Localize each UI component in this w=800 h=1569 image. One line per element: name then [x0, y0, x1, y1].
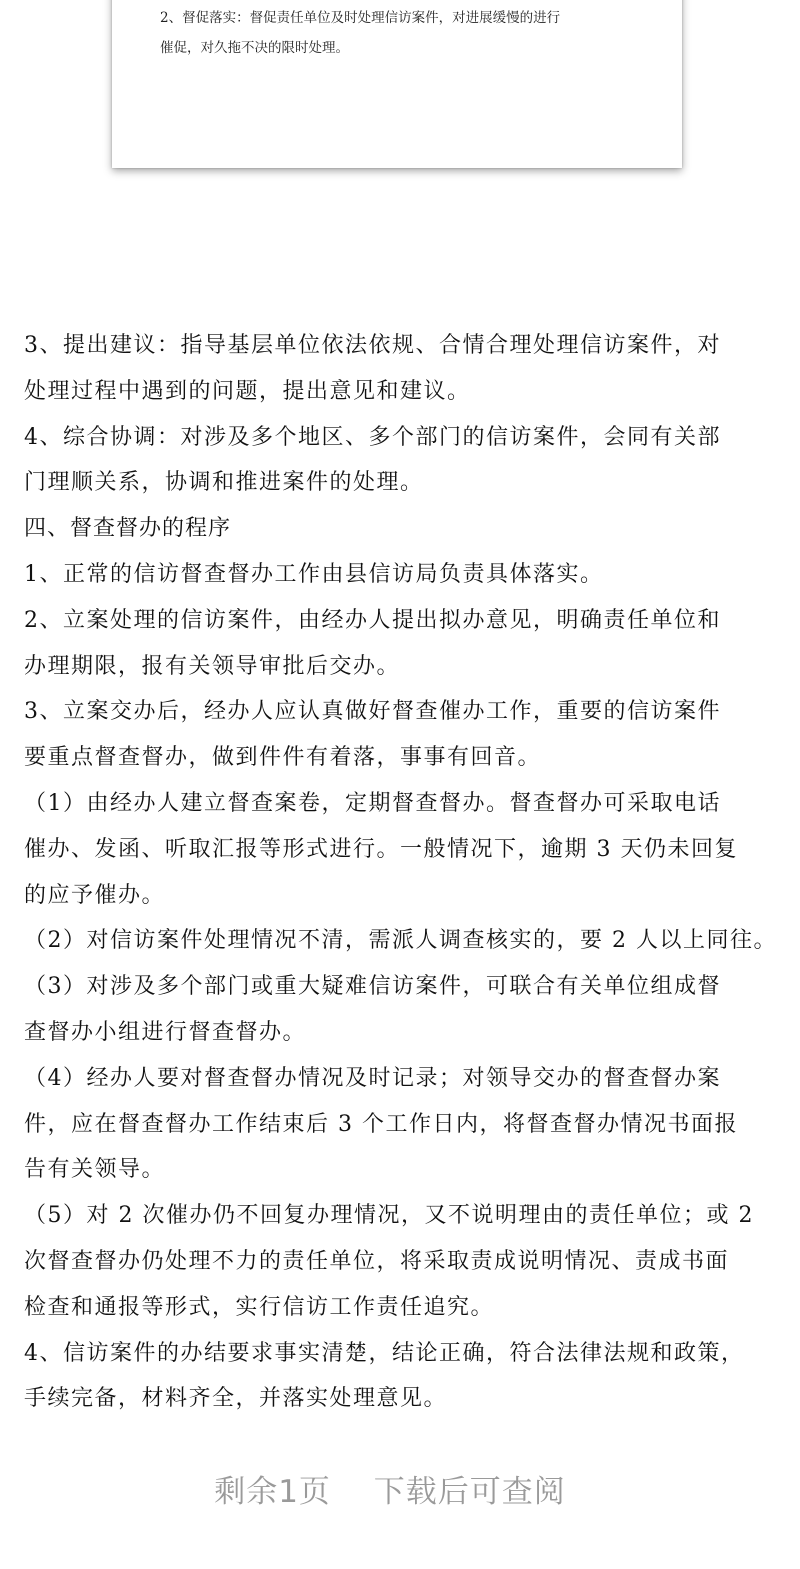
body-line: 次督查督办仍处理不力的责任单位，将采取责成说明情况、责成书面 [24, 1248, 730, 1274]
section-heading: 四、督查督办的程序 [24, 516, 232, 542]
preview-text-line: 2、督促落实：督促责任单位及时处理信访案件，对进展缓慢的进行 [160, 10, 561, 26]
body-line: （3）对涉及多个部门或重大疑难信访案件，可联合有关单位组成督 [24, 974, 721, 1000]
download-to-view-label: 下载后可查阅 [373, 1474, 566, 1510]
document-body [24, 328, 794, 1427]
body-line: 3、立案交办后，经办人应认真做好督查催办工作，重要的信访案件 [24, 699, 721, 725]
body-line: 门理顺关系，协调和推进案件的处理。 [24, 470, 424, 496]
remaining-pages-label: 剩余1页 [214, 1474, 331, 1510]
body-line: （1）由经办人建立督查案卷，定期督查督办。督查督办可采取电话 [24, 790, 721, 816]
body-line: 处理过程中遇到的问题，提出意见和建议。 [24, 378, 471, 404]
body-line: 4、信访案件的办结要求事实清楚，结论正确，符合法律法规和政策， [24, 1340, 745, 1366]
body-line: 查督办小组进行督查督办。 [24, 1019, 307, 1045]
body-line: 检查和通报等形式，实行信访工作责任追究。 [24, 1294, 495, 1320]
body-line: 手续完备，材料齐全，并落实处理意见。 [24, 1386, 448, 1412]
body-line: 3、提出建议：指导基层单位依法依规、合情合理处理信访案件，对 [24, 333, 721, 358]
body-line: 1、正常的信访督查督办工作由县信访局负责具体落实。 [24, 561, 604, 587]
body-line: 4、综合协调：对涉及多个地区、多个部门的信访案件，会同有关部 [24, 424, 721, 450]
body-line: 催办、发函、听取汇报等形式进行。一般情况下，逾期 3 天仍未回复 [24, 836, 738, 862]
document-page-preview [112, 0, 682, 168]
preview-text-line: 催促，对久拖不决的限时处理。 [160, 40, 349, 56]
body-line: （2）对信访案件处理情况不清，需派人调查核实的，要 2 人以上同往。 [24, 928, 777, 954]
body-line: 件，应在督查督办工作结束后 3 个工作日内，将督查督办情况书面报 [24, 1111, 738, 1137]
download-prompt[interactable] [0, 1466, 780, 1511]
body-line: 的应予催办。 [24, 882, 166, 908]
body-line: 办理期限，报有关领导审批后交办。 [24, 653, 401, 679]
body-line: 告有关领导。 [24, 1157, 166, 1183]
body-line: （4）经办人要对督查督办情况及时记录；对领导交办的督查督办案 [24, 1065, 721, 1091]
body-line: 要重点督查督办，做到件件有着落，事事有回音。 [24, 745, 542, 771]
body-line: （5）对 2 次催办仍不回复办理情况，又不说明理由的责任单位；或 2 [24, 1203, 754, 1229]
body-line: 2、立案处理的信访案件，由经办人提出拟办意见，明确责任单位和 [24, 607, 721, 633]
